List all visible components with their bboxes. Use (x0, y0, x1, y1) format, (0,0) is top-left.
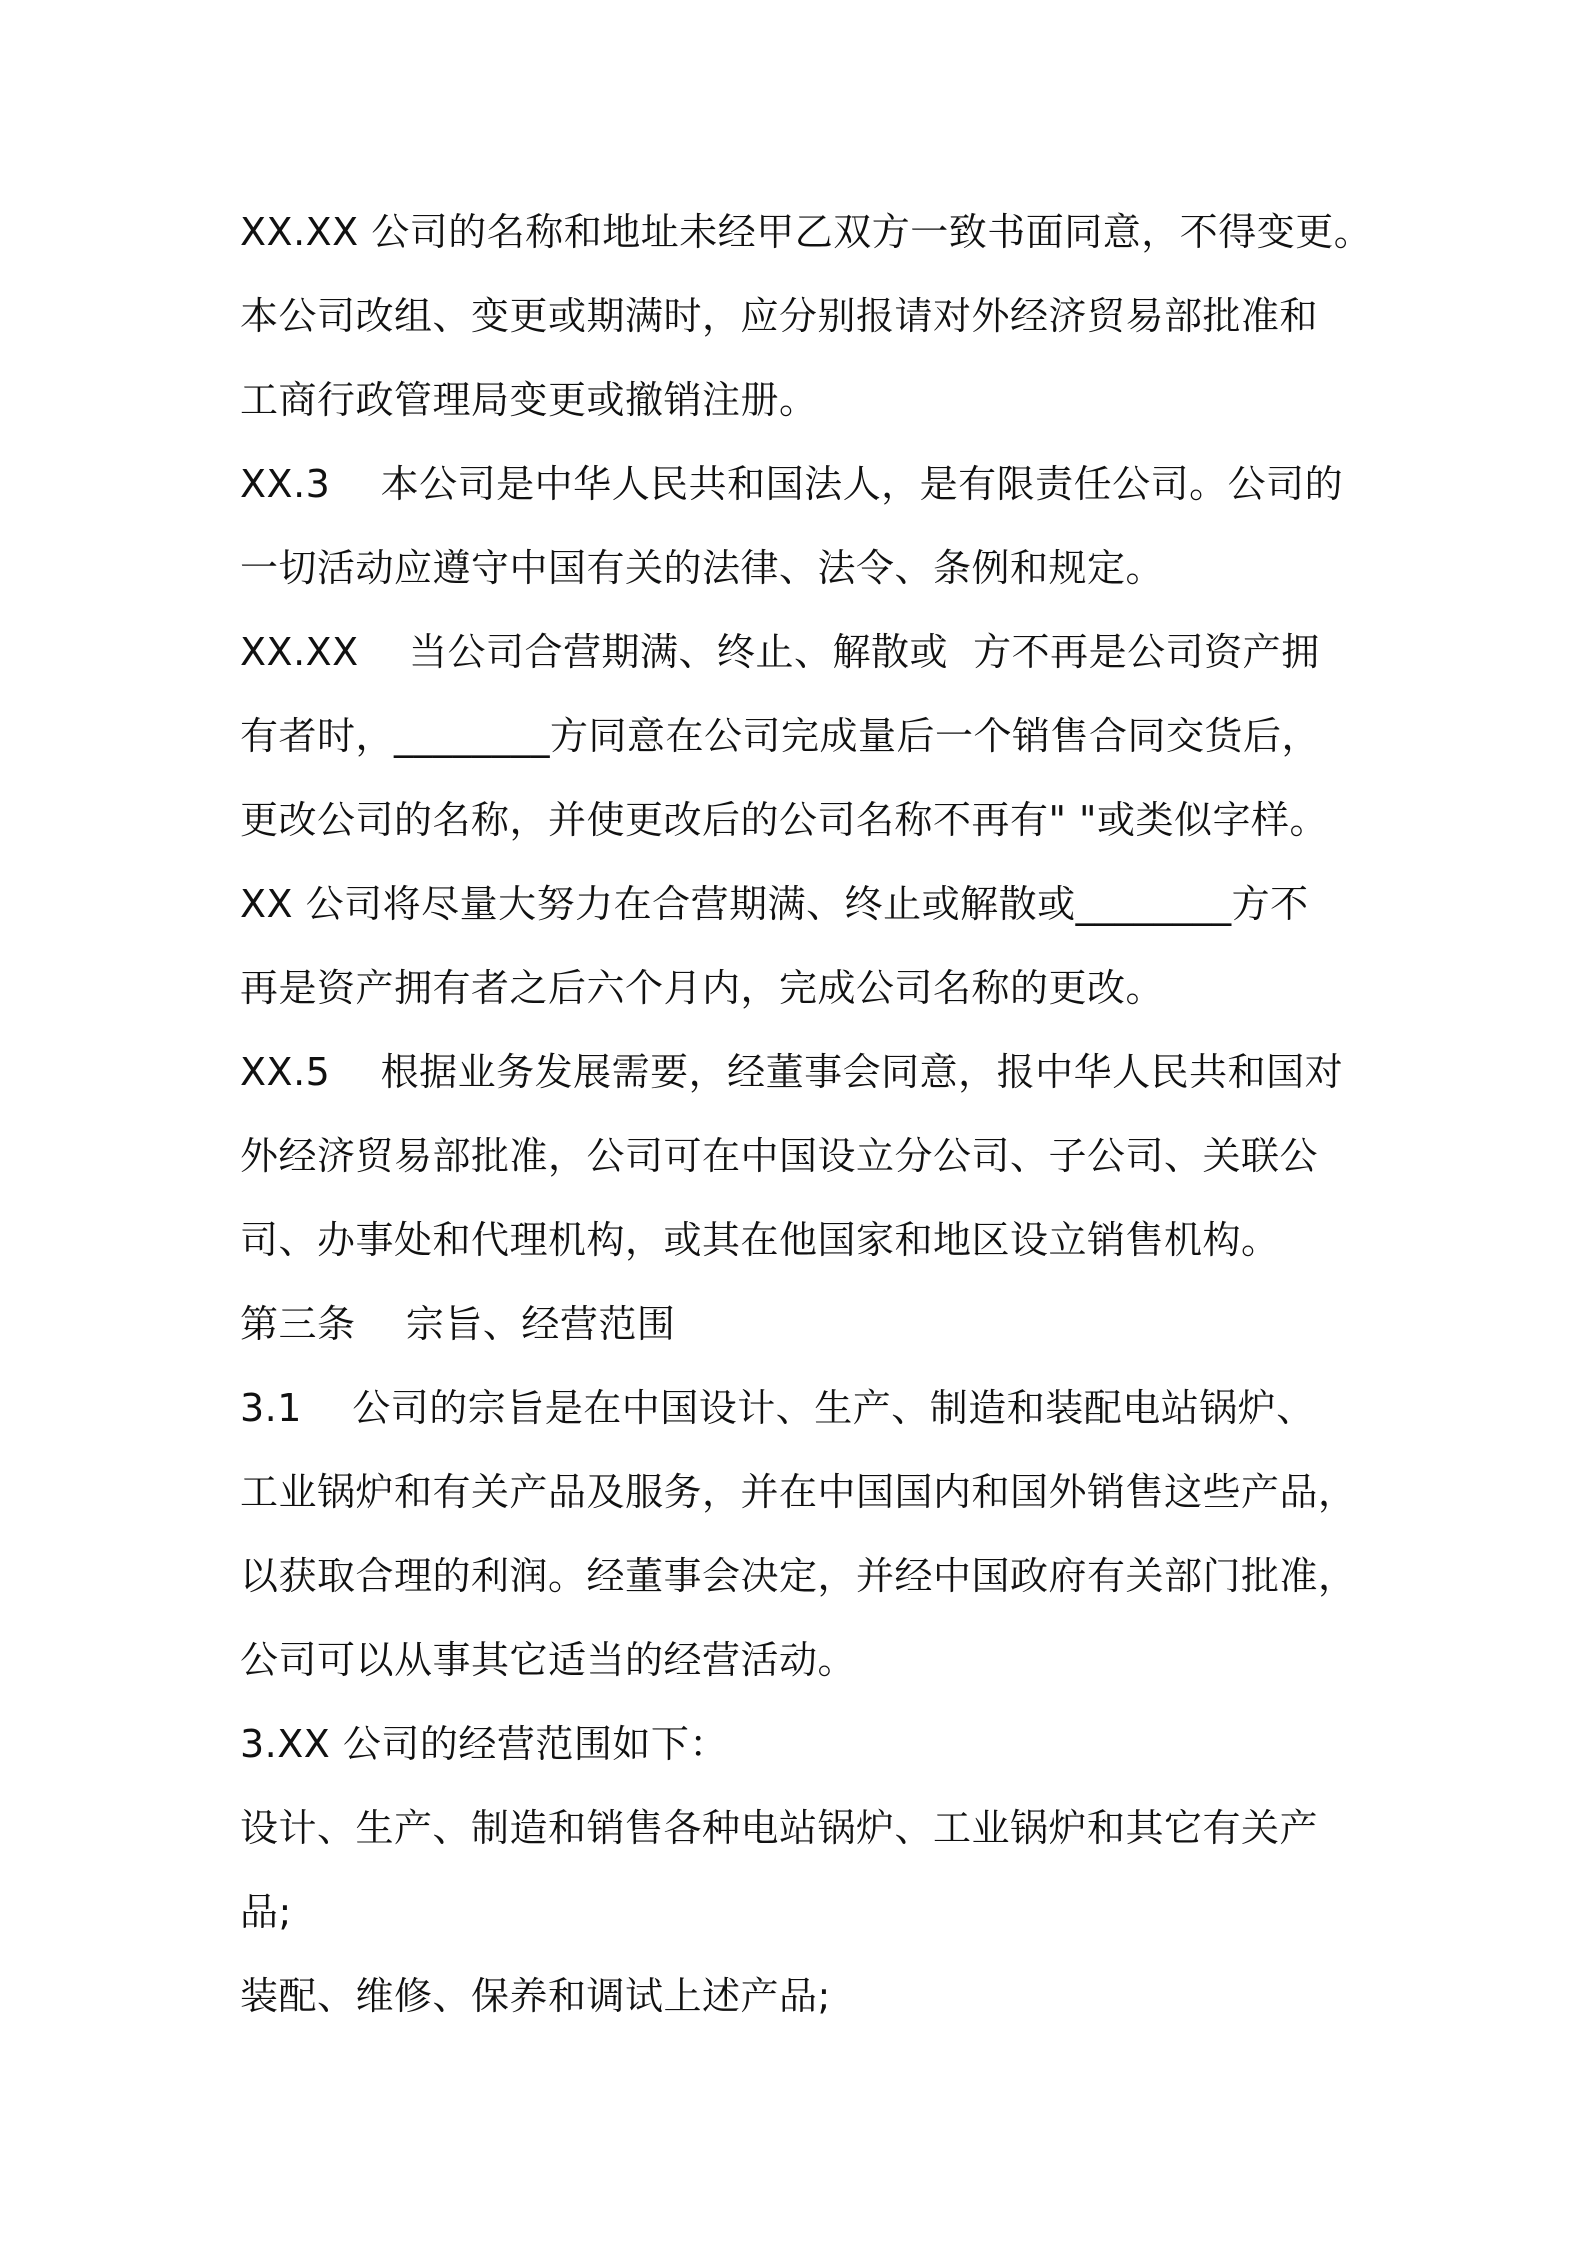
text-line: 司、办事处和代理机构，或其在他国家和地区设立销售机构。 (240, 1218, 1280, 1262)
section-heading: 第三条 宗旨、经营范围 (240, 1302, 676, 1346)
text-line: 外经济贸易部批准，公司可在中国设立分公司、子公司、关联公 (240, 1134, 1319, 1178)
text-line: 装配、维修、保养和调试上述产品; (240, 1974, 831, 2018)
text-line: 更改公司的名称，并使更改后的公司名称不再有" "或类似字样。 (240, 798, 1329, 842)
text-line: XX 公司将尽量大努力在合营期满、终止或解散或________方不 (240, 882, 1309, 926)
text-line: XX.XX 公司的名称和地址未经甲乙双方一致书面同意，不得变更。 (240, 210, 1373, 254)
text-line: 一切活动应遵守中国有关的法律、法令、条例和规定。 (240, 546, 1165, 590)
text-line: 3.XX 公司的经营范围如下： (240, 1722, 728, 1766)
text-line: 公司可以从事其它适当的经营活动。 (240, 1638, 857, 1682)
document-body (240, 190, 1380, 2038)
text-line: 以获取合理的利润。经董事会决定，并经中国政府有关部门批准， (240, 1554, 1357, 1598)
text-line: 品; (240, 1890, 292, 1934)
text-line: XX.3 本公司是中华人民共和国法人，是有限责任公司。公司的 (240, 462, 1344, 506)
text-line: XX.XX 当公司合营期满、终止、解散或 方不再是公司资产拥 (240, 630, 1320, 674)
text-line: 3.1 公司的宗旨是在中国设计、生产、制造和装配电站锅炉、 (240, 1386, 1315, 1430)
text-line: 工业锅炉和有关产品及服务，并在中国国内和国外销售这些产品， (240, 1470, 1357, 1514)
text-line: 再是资产拥有者之后六个月内，完成公司名称的更改。 (240, 966, 1165, 1010)
text-line: 工商行政管理局变更或撤销注册。 (240, 378, 818, 422)
text-line: 设计、生产、制造和销售各种电站锅炉、工业锅炉和其它有关产 (240, 1806, 1319, 1850)
text-line: 本公司改组、变更或期满时，应分别报请对外经济贸易部批准和 (240, 294, 1319, 338)
text-line: XX.5 根据业务发展需要，经董事会同意，报中华人民共和国对 (240, 1050, 1344, 1094)
text-line: 有者时，________方同意在公司完成量后一个销售合同交货后， (240, 714, 1321, 758)
